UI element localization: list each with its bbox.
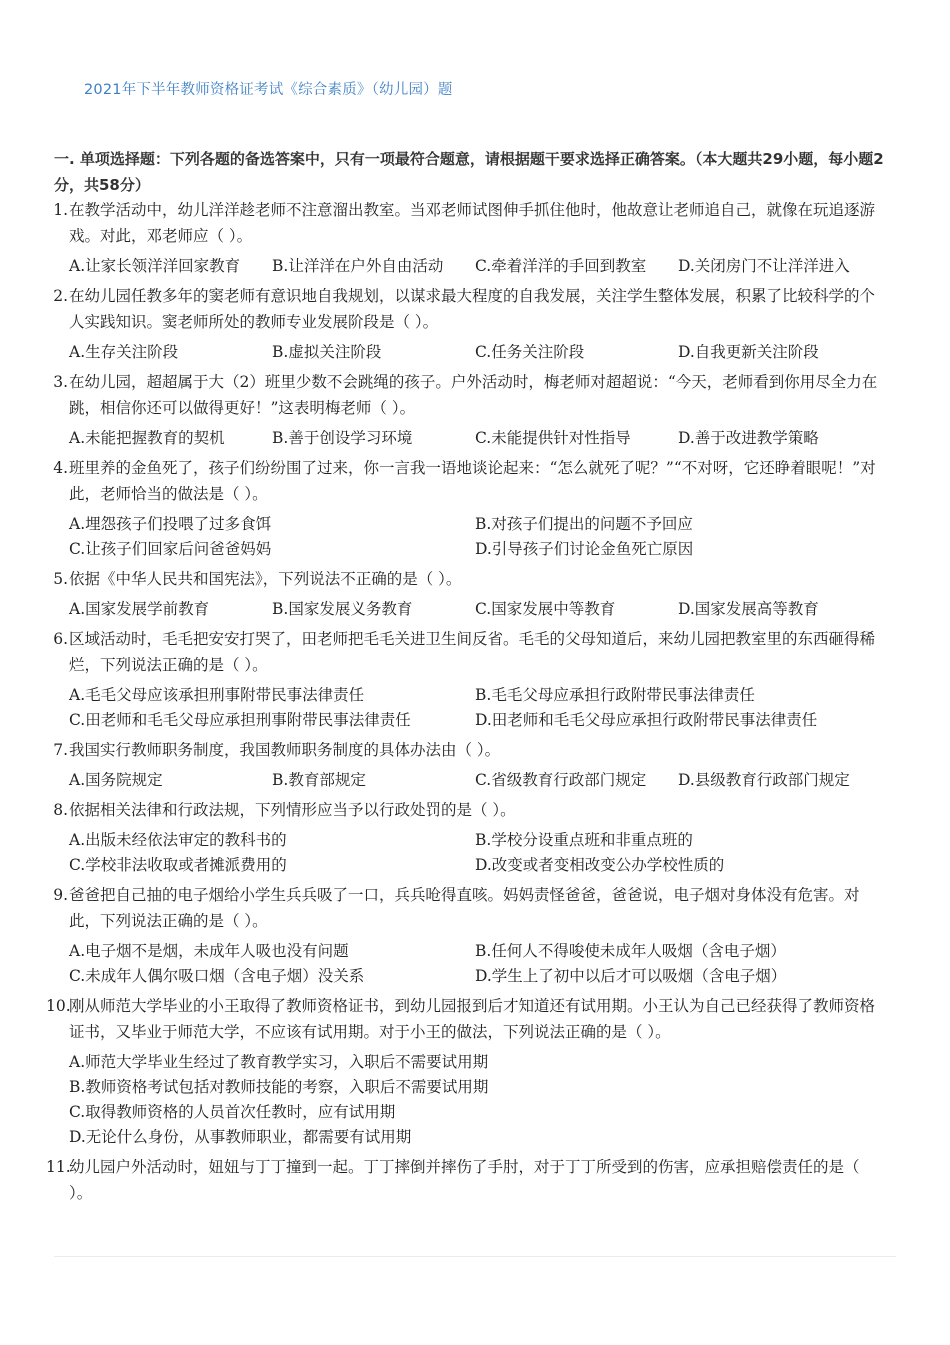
question-stem	[46, 566, 882, 592]
answer-option[interactable]: D.善于改进教学策略	[678, 429, 819, 447]
question-stem	[46, 455, 882, 507]
question-number: 3.	[53, 373, 68, 391]
option-group	[69, 254, 882, 279]
question-text: 区域活动时，毛毛把安安打哭了，田老师把毛毛关进卫生间反省。毛毛的父母知道后，来幼儿园把教室里的东西砸得稀烂，下列说法正确的是（ ）。	[69, 630, 876, 674]
question-stem	[46, 1154, 882, 1206]
answer-option[interactable]: C.田老师和毛毛父母应承担刑事附带民事法律责任	[69, 711, 411, 729]
question-stem	[46, 797, 882, 823]
option-group	[69, 597, 882, 622]
question-number: 9.	[53, 886, 68, 904]
answer-option[interactable]: D.关闭房门不让洋洋进入	[678, 257, 850, 275]
answer-option[interactable]: A.让家长领洋洋回家教育	[69, 257, 241, 275]
option-group	[69, 426, 882, 451]
question-item	[46, 882, 882, 989]
option-group	[69, 683, 882, 733]
question-number: 8.	[53, 801, 68, 819]
answer-option[interactable]: C.取得教师资格的人员首次任教时，应有试用期	[69, 1103, 396, 1121]
answer-option[interactable]: B.教师资格考试包括对教师技能的考察，入职后不需要试用期	[69, 1078, 489, 1096]
answer-option[interactable]: D.学生上了初中以后才可以吸烟（含电子烟）	[475, 967, 787, 985]
answer-option[interactable]: B.学校分设重点班和非重点班的	[475, 831, 693, 849]
question-number: 2.	[53, 287, 68, 305]
question-number: 5.	[53, 570, 68, 588]
answer-option[interactable]: A.出版未经依法审定的教科书的	[69, 831, 287, 849]
question-text: 我国实行教师职务制度，我国教师职务制度的具体办法由（ ）。	[69, 741, 501, 759]
question-item	[46, 993, 882, 1150]
question-item	[46, 566, 882, 622]
question-stem	[46, 626, 882, 678]
answer-option[interactable]: B.任何人不得唆使未成年人吸烟（含电子烟）	[475, 942, 786, 960]
answer-option[interactable]: A.埋怨孩子们投喂了过多食饵	[69, 515, 272, 533]
option-group	[69, 768, 882, 793]
answer-option[interactable]: C.省级教育行政部门规定	[475, 771, 647, 789]
answer-option[interactable]: D.县级教育行政部门规定	[678, 771, 850, 789]
answer-option[interactable]: A.师范大学毕业生经过了教育教学实习，入职后不需要试用期	[69, 1053, 489, 1071]
question-text: 依据相关法律和行政法规，下列情形应当予以行政处罚的是（ ）。	[69, 801, 516, 819]
answer-option[interactable]: C.未能提供针对性指导	[475, 429, 631, 447]
question-stem	[46, 283, 882, 335]
question-stem	[46, 737, 882, 763]
answer-option[interactable]: A.国务院规定	[69, 771, 163, 789]
answer-option[interactable]: B.毛毛父母应承担行政附带民事法律责任	[475, 686, 755, 704]
answer-option[interactable]: A.未能把握教育的契机	[69, 429, 225, 447]
question-text: 依据《中华人民共和国宪法》，下列说法不正确的是（ ）。	[69, 570, 462, 588]
question-text: 在幼儿园任教多年的窦老师有意识地自我规划，以谋求最大程度的自我发展，关注学生整体发展，积累了比较科学的个人实践知识。窦老师所处的教师专业发展阶段是（ ）。	[69, 287, 876, 331]
question-text: 爸爸把自己抽的电子烟给小学生兵兵吸了一口，兵兵呛得直咳。妈妈责怪爸爸，爸爸说，电子烟对身体没有危害。对此，下列说法正确的是（ ）。	[69, 886, 860, 930]
question-stem	[46, 993, 882, 1045]
question-item	[46, 455, 882, 562]
answer-option[interactable]: D.自我更新关注阶段	[678, 343, 819, 361]
answer-option[interactable]: D.无论什么身份，从事教师职业，都需要有试用期	[69, 1128, 412, 1146]
answer-option[interactable]: D.田老师和毛毛父母应承担行政附带民事法律责任	[475, 711, 818, 729]
question-item	[46, 797, 882, 878]
question-item	[46, 1154, 882, 1206]
question-number: 4.	[53, 459, 68, 477]
answer-option[interactable]: B.让洋洋在户外自由活动	[272, 257, 444, 275]
question-number: 7.	[53, 741, 68, 759]
question-stem	[46, 882, 882, 934]
answer-option[interactable]: C.未成年人偶尔吸口烟（含电子烟）没关系	[69, 967, 365, 985]
option-group	[69, 340, 882, 365]
option-group	[69, 512, 882, 562]
answer-option[interactable]: A.生存关注阶段	[69, 343, 179, 361]
answer-option[interactable]: C.任务关注阶段	[475, 343, 585, 361]
question-stem	[46, 369, 882, 421]
section-heading: 一. 单项选择题：下列各题的备选答案中，只有一项最符合题意，请根据题干要求选择正确答案。（本大题共29小题，每小题2分，共58分）	[54, 150, 884, 194]
answer-option[interactable]: A.电子烟不是烟，未成年人吸也没有问题	[69, 942, 349, 960]
answer-option[interactable]: B.虚拟关注阶段	[272, 343, 382, 361]
document-title: 2021年下半年教师资格证考试《综合素质》（幼儿园）题	[84, 82, 453, 98]
question-item	[46, 197, 882, 279]
option-group	[69, 1050, 882, 1150]
answer-option[interactable]: C.让孩子们回家后问爸爸妈妈	[69, 540, 272, 558]
question-number: 1.	[53, 201, 68, 219]
answer-option[interactable]: D.改变或者变相改变公办学校性质的	[475, 856, 725, 874]
question-stem	[46, 197, 882, 249]
option-group	[69, 939, 882, 989]
question-number: 10.	[46, 997, 71, 1015]
option-group	[69, 828, 882, 878]
answer-option[interactable]: B.善于创设学习环境	[272, 429, 413, 447]
question-item	[46, 626, 882, 733]
question-text: 刚从师范大学毕业的小王取得了教师资格证书，到幼儿园报到后才知道还有试用期。小王认为自己已经获得了教师资格证书，又毕业于师范大学，不应该有试用期。对于小王的做法，下列说法正确的是（ ）。	[69, 997, 876, 1041]
question-text: 班里养的金鱼死了，孩子们纷纷围了过来，你一言我一语地谈论起来：“怎么就死了呢？”“不对呀，它还睁着眼呢！”对此，老师恰当的做法是（ ）。	[69, 459, 876, 503]
answer-option[interactable]: B.教育部规定	[272, 771, 366, 789]
answer-option[interactable]: C.牵着洋洋的手回到教室	[475, 257, 647, 275]
answer-option[interactable]: B.国家发展义务教育	[272, 600, 413, 618]
question-text: 幼儿园户外活动时，妞妞与丁丁撞到一起。丁丁摔倒并摔伤了手肘，对于丁丁所受到的伤害，应承担赔偿责任的是（ ）。	[69, 1158, 860, 1202]
question-number: 6.	[53, 630, 68, 648]
question-number: 11.	[46, 1158, 71, 1176]
answer-option[interactable]: A.国家发展学前教育	[69, 600, 210, 618]
question-text: 在幼儿园，超超属于大（2）班里少数不会跳绳的孩子。户外活动时，梅老师对超超说：“今天，老师看到你用尽全力在跳，相信你还可以做得更好！”这表明梅老师（ ）。	[69, 373, 878, 417]
answer-option[interactable]: B.对孩子们提出的问题不予回应	[475, 515, 693, 533]
question-item	[46, 283, 882, 365]
question-item	[46, 737, 882, 793]
question-item	[46, 369, 882, 451]
question-text: 在教学活动中，幼儿洋洋趁老师不注意溜出教室。当邓老师试图伸手抓住他时，他故意让老师追自己，就像在玩追逐游戏。对此，邓老师应（ ）。	[69, 201, 876, 245]
question-list	[46, 197, 882, 1206]
answer-option[interactable]: A.毛毛父母应该承担刑事附带民事法律责任	[69, 686, 365, 704]
answer-option[interactable]: D.引导孩子们讨论金鱼死亡原因	[475, 540, 694, 558]
answer-option[interactable]: C.国家发展中等教育	[475, 600, 616, 618]
page-divider	[54, 1256, 896, 1257]
answer-option[interactable]: D.国家发展高等教育	[678, 600, 819, 618]
answer-option[interactable]: C.学校非法收取或者摊派费用的	[69, 856, 287, 874]
